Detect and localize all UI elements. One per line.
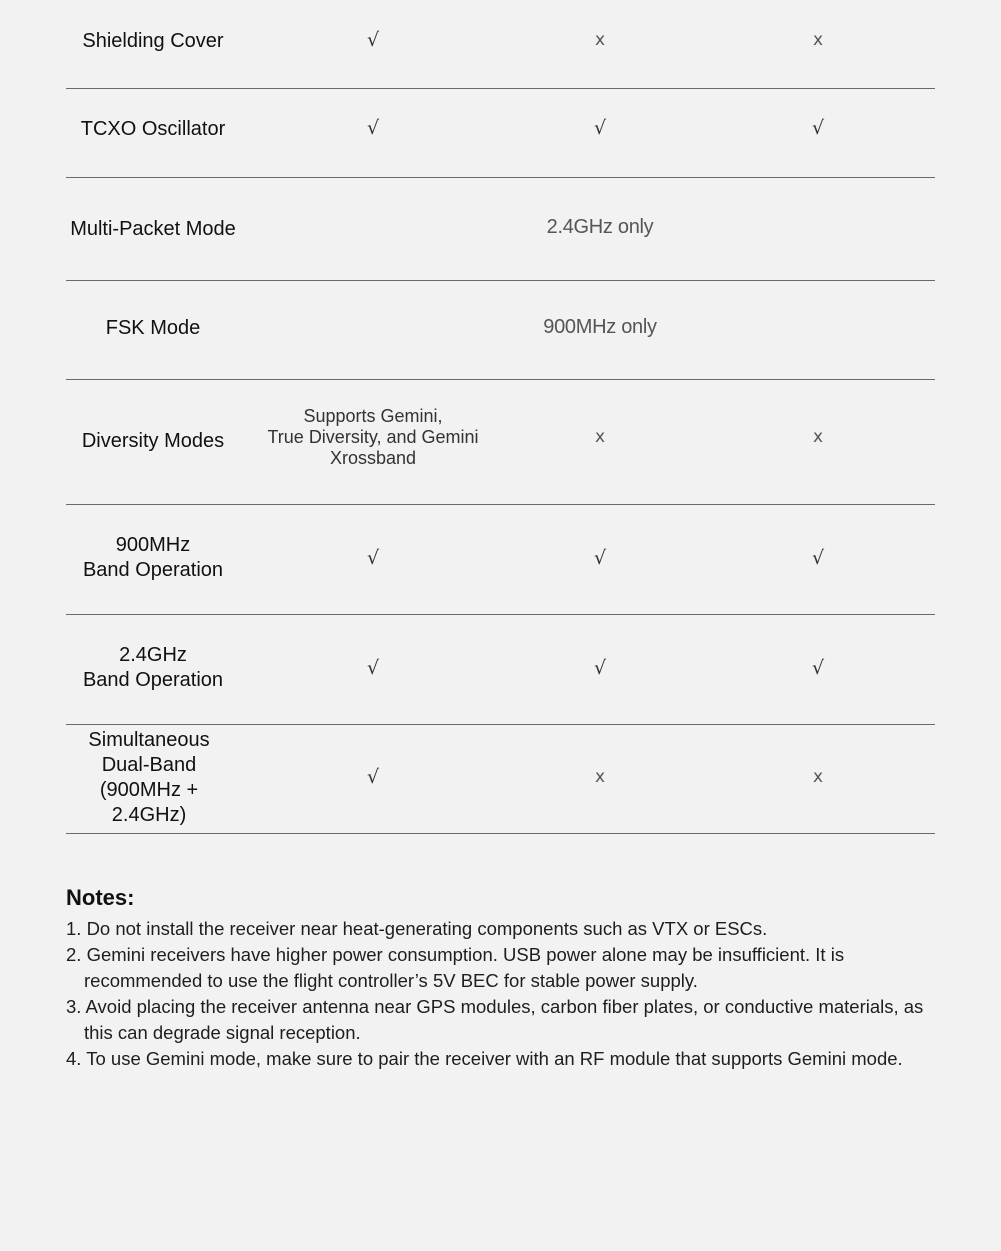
table-row (66, 505, 935, 615)
cross-icon: x (812, 427, 824, 447)
table-row (66, 615, 935, 725)
check-icon: √ (366, 656, 380, 679)
cross-icon: x (594, 30, 606, 50)
row-label: Shielding Cover (82, 29, 224, 52)
row-label: Multi-Packet Mode (70, 217, 236, 240)
check-icon: √ (366, 546, 380, 569)
note-item: 3. Avoid placing the receiver antenna near GPS modules, carbon fiber plates, or conductive materials, as this can degrade signal reception. (66, 996, 924, 1043)
cross-icon: x (594, 767, 606, 787)
cross-icon: x (812, 30, 824, 50)
row-label: 900MHz Band Operation (82, 533, 224, 581)
table-row (66, 89, 935, 178)
band-note: 2.4GHz only (546, 215, 654, 238)
check-icon: √ (593, 546, 607, 569)
cross-icon: x (812, 767, 824, 787)
diversity-description: Supports Gemini, True Diversity, and Gemini Xrossband (267, 405, 479, 468)
check-icon: √ (593, 117, 607, 139)
table-row (66, 281, 935, 380)
band-note: 900MHz only (543, 315, 657, 338)
note-item: 2. Gemini receivers have higher power consumption. USB power alone may be insufficient. It is recommended to use the flight controller’s 5V BEC for stable power supply. (66, 944, 845, 991)
notes-title: Notes: (66, 885, 135, 910)
row-label: Simultaneous Dual-Band (900MHz + 2.4GHz) (88, 729, 210, 826)
notes-section (66, 884, 956, 1072)
check-icon: √ (366, 766, 380, 788)
check-icon: √ (593, 656, 607, 679)
note-item: 1. Do not install the receiver near heat-generating components such as VTX or ESCs. (66, 918, 768, 939)
check-icon: √ (366, 29, 380, 51)
row-label: TCXO Oscillator (80, 118, 226, 140)
check-icon: √ (811, 656, 825, 679)
row-label: 2.4GHz Band Operation (82, 643, 224, 691)
table-row (66, 380, 935, 505)
check-icon: √ (811, 117, 825, 139)
note-item: 4. To use Gemini mode, make sure to pair the receiver with an RF module that supports Gemini mode. (66, 1048, 903, 1069)
check-icon: √ (811, 546, 825, 569)
table-row (66, 178, 935, 281)
table-row (66, 725, 935, 834)
table-row (66, 0, 935, 89)
row-label: FSK Mode (105, 316, 201, 339)
cross-icon: x (594, 427, 606, 447)
row-label: Diversity Modes (81, 429, 225, 452)
check-icon: √ (366, 117, 380, 139)
